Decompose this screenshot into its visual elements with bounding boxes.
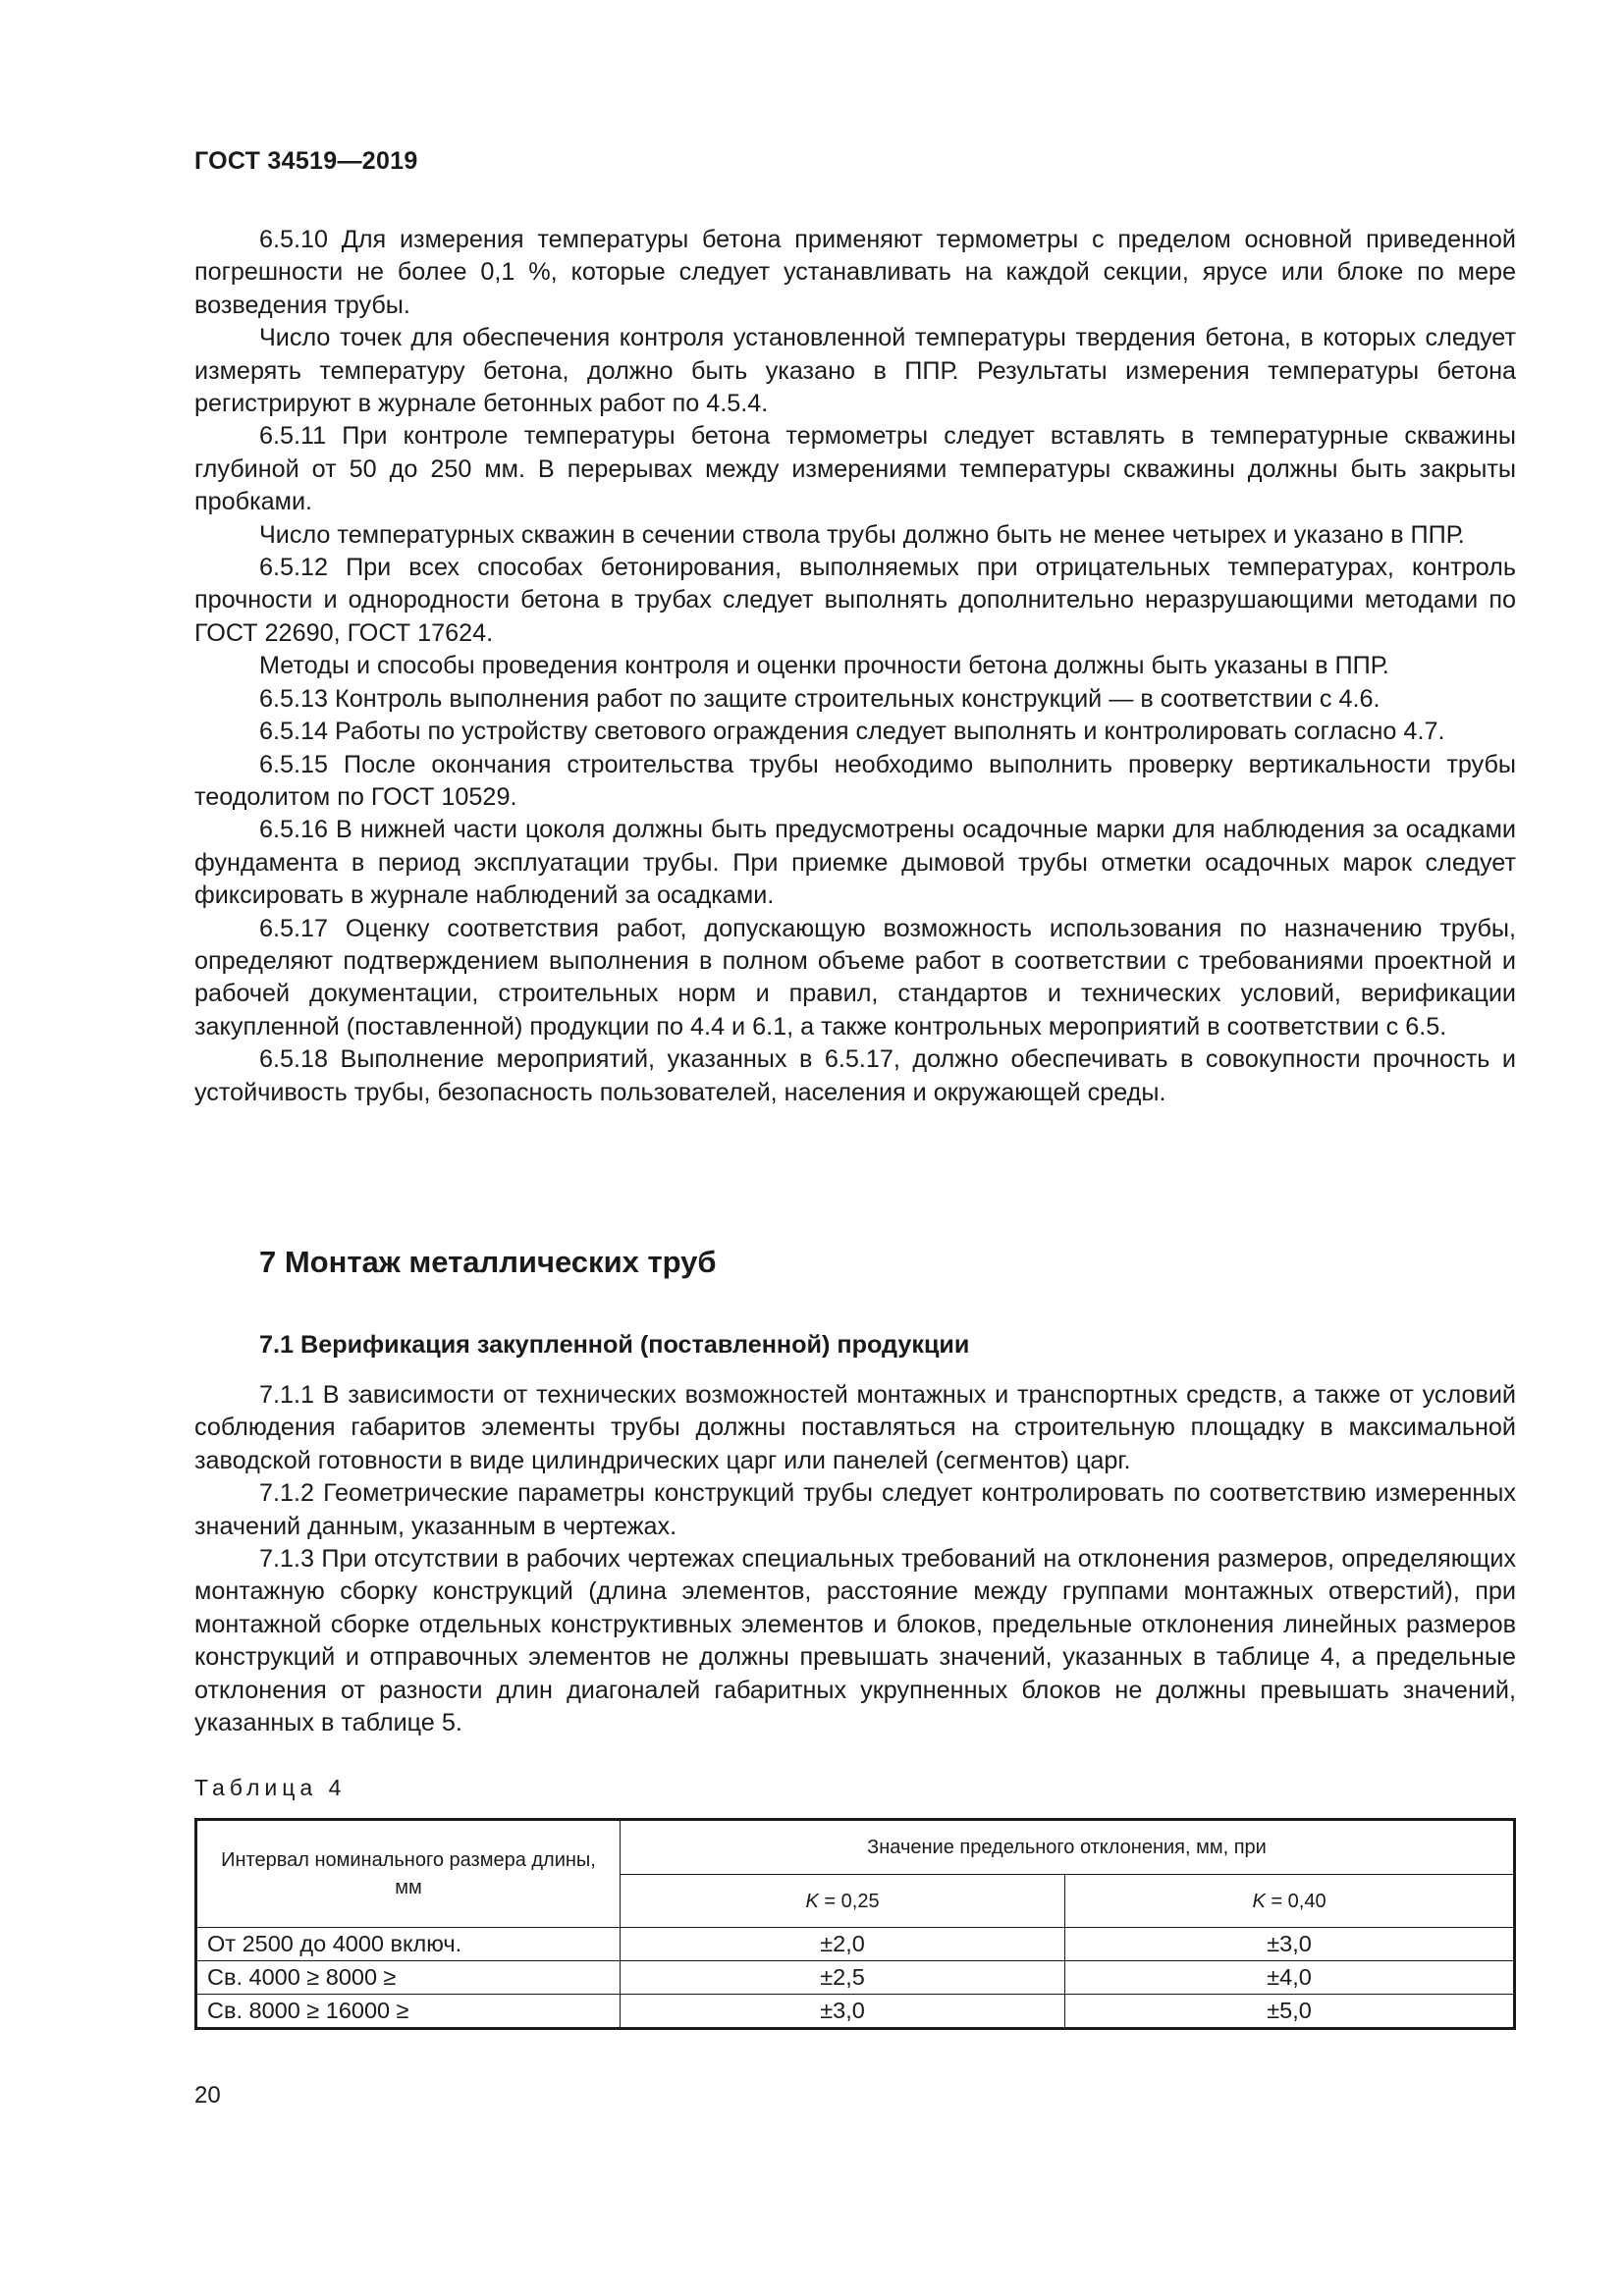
paragraph: 7.1.2 Геометрические параметры конструкций трубы следует контролировать по соответствию измеренных значений данным, указанным в чертежах. bbox=[194, 1479, 1516, 1540]
k1-value: = 0,25 bbox=[818, 1890, 880, 1912]
interval-cell: От 2500 до 4000 включ. bbox=[196, 1928, 621, 1961]
paragraph: 6.5.16 В нижней части цоколя должны быть предусмотрены осадочные марки для наблюдения за осадками фундамента в период эксплуатации трубы. При приемке дымовой трубы отметки осадочных марок следует фиксировать в журнале наблюдений за осадками. bbox=[194, 816, 1516, 910]
k1-cell: ±2,5 bbox=[621, 1961, 1065, 1995]
header-interval: Интервал номинального размера длины, мм bbox=[196, 1820, 621, 1928]
header-deviation-group: Значение предельного отклонения, мм, при bbox=[621, 1820, 1515, 1875]
paragraph: Число точек для обеспечения контроля установленной температуры твердения бетона, в которых следует измерять температуру бетона, должно быть указано в ППР. Результаты измерения температуры бетона регистрируют в журнале бетонных работ по 4.5.4. bbox=[194, 324, 1516, 418]
section-7-1-text bbox=[194, 1379, 1516, 1739]
standard-header: ГОСТ 34519—2019 bbox=[194, 147, 418, 175]
k1-cell: ±2,0 bbox=[621, 1928, 1065, 1961]
interval-cell: Св. 4000 ≥ 8000 ≥ bbox=[196, 1961, 621, 1995]
header-k1 bbox=[621, 1875, 1065, 1928]
section-6-5-text bbox=[194, 224, 1516, 1109]
table-caption: Таблица 4 bbox=[194, 1775, 347, 1800]
k2-cell: ±3,0 bbox=[1065, 1928, 1515, 1961]
paragraph: Методы и способы проведения контроля и оценки прочности бетона должны быть указаны в ППР. bbox=[259, 652, 1389, 680]
k2-value: = 0,40 bbox=[1265, 1890, 1326, 1912]
paragraph: 6.5.13 Контроль выполнения работ по защите строительных конструкций — в соответствии с 4.6. bbox=[259, 684, 1380, 713]
header-k2 bbox=[1065, 1875, 1515, 1928]
k-symbol: K bbox=[805, 1890, 819, 1912]
k2-cell: ±5,0 bbox=[1065, 1995, 1515, 2029]
interval-cell: Св. 8000 ≥ 16000 ≥ bbox=[196, 1995, 621, 2029]
paragraph: 6.5.15 После окончания строительства трубы необходимо выполнить проверку вертикальности трубы теодолитом по ГОСТ 10529. bbox=[194, 750, 1516, 811]
paragraph: 6.5.10 Для измерения температуры бетона применяют термометры с пределом основной приведенной погрешности не более 0,1 %, которые следует устанавливать на каждой секции, ярусе или блоке по мере возведения трубы. bbox=[194, 226, 1516, 319]
table-row bbox=[196, 1995, 1515, 2029]
table-row bbox=[196, 1928, 1515, 1961]
paragraph: 7.1.3 При отсутствии в рабочих чертежах специальных требований на отклонения размеров, определяющих монтажную сборку конструкций (длина элементов, расстояние между группами монтажных отверстий), при монтажной сборке отдельных конструктивных элементов и блоков, предельные отклонения линейных размеров конструкций и отправочных элементов не должны превышать значений, указанных в таблице 4, а предельные отклонения от разности длин диагоналей габаритных укрупненных блоков не должны превышать значений, указанных в таблице 5. bbox=[194, 1545, 1516, 1737]
paragraph: 6.5.17 Оценку соответствия работ, допускающую возможность использования по назначению трубы, определяют подтверждением выполнения в полном объеме работ в соответствии с требованиями проектной и рабочей документации, строительных норм и правил, стандартов и технических условий, верификации закупленной (поставленной) продукции по 4.4 и 6.1, а также контрольных мероприятий в соответствии с 6.5. bbox=[194, 914, 1516, 1041]
paragraph: 6.5.14 Работы по устройству светового ограждения следует выполнять и контролировать согласно 4.7. bbox=[259, 718, 1445, 746]
tolerance-table bbox=[194, 1818, 1516, 2030]
paragraph: 6.5.11 При контроле температуры бетона термометры следует вставлять в температурные скважины глубиной от 50 до 250 мм. В перерывах между измерениями температуры скважины должны быть закрыты пробками. bbox=[194, 422, 1516, 516]
table-row bbox=[196, 1961, 1515, 1995]
k1-cell: ±3,0 bbox=[621, 1995, 1065, 2029]
paragraph: 6.5.18 Выполнение мероприятий, указанных в 6.5.17, должно обеспечивать в совокупности прочность и устойчивость трубы, безопасность пользователей, населения и окружающей среды. bbox=[194, 1045, 1516, 1106]
paragraph: 6.5.12 При всех способах бетонирования, выполняемых при отрицательных температурах, контроль прочности и однородности бетона в трубах следует выполнять дополнительно неразрушающими методами по ГОСТ 22690, ГОСТ 17624. bbox=[194, 554, 1516, 647]
page-number: 20 bbox=[194, 2082, 221, 2109]
section-heading: 7 Монтаж металлических труб bbox=[259, 1245, 717, 1279]
k-symbol: K bbox=[1252, 1890, 1266, 1912]
k2-cell: ±4,0 bbox=[1065, 1961, 1515, 1995]
subsection-heading: 7.1 Верификация закупленной (поставленной) продукции bbox=[259, 1331, 970, 1359]
paragraph: 7.1.1 В зависимости от технических возможностей монтажных и транспортных средств, а также от условий соблюдения габаритов элементы трубы должны поставляться на строительную площадку в максимальной заводской готовности в виде цилиндрических царг или панелей (сегментов) царг. bbox=[194, 1381, 1516, 1474]
paragraph: Число температурных скважин в сечении ствола трубы должно быть не менее четырех и указано в ППР. bbox=[259, 520, 1465, 549]
